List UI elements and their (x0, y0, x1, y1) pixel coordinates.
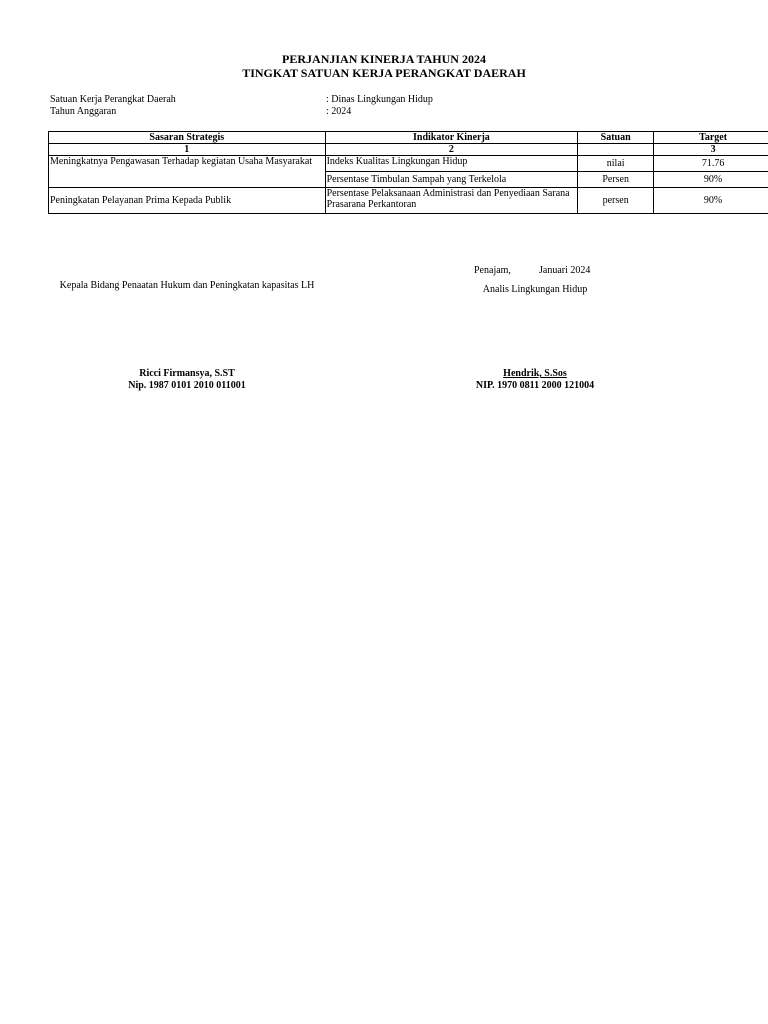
table-row (49, 188, 768, 214)
left-signer-position: Kepala Bidang Penaatan Hukum dan Peningkatan kapasitas LH (59, 280, 315, 291)
left-signer-nip: Nip. 1987 0101 2010 011001 (128, 380, 246, 391)
header-sasaran: Sasaran Strategis (49, 132, 326, 144)
performance-table (48, 131, 768, 214)
document-title: PERJANJIAN KINERJA TAHUN 2024 (282, 52, 486, 66)
right-signer-name-wrap (420, 368, 650, 379)
table-row (49, 156, 768, 172)
target-cell: 90% (654, 172, 768, 188)
header-target: Target (654, 132, 768, 144)
indikator-cell: Indeks Kualitas Lingkungan Hidup (325, 156, 578, 172)
table-header-row (49, 132, 768, 144)
target-cell: 90% (654, 188, 768, 214)
right-signer-name: Hendrik, S.Sos (503, 368, 567, 379)
signature-place: Penajam, (474, 265, 511, 276)
header-satuan: Satuan (578, 132, 654, 144)
satuan-cell: persen (578, 188, 654, 214)
year-label: Tahun Anggaran (50, 106, 117, 117)
document-subtitle: TINGKAT SATUAN KERJA PERANGKAT DAERAH (242, 66, 526, 80)
right-signer-position: Analis Lingkungan Hidup (482, 284, 588, 295)
satuan-cell: nilai (578, 156, 654, 172)
sasaran-cell: Peningkatan Pelayanan Prima Kepada Publik (49, 188, 326, 214)
sasaran-cell: Meningkatnya Pengawasan Terhadap kegiatan Usaha Masyarakat (49, 156, 326, 188)
column-number: 3 (654, 144, 768, 156)
column-number (578, 144, 654, 156)
column-number-row (49, 144, 768, 156)
column-number: 1 (49, 144, 326, 156)
column-number: 2 (325, 144, 578, 156)
unit-value: : Dinas Lingkungan Hidup (326, 94, 433, 105)
indikator-cell: Persentase Timbulan Sampah yang Terkelola (325, 172, 578, 188)
satuan-cell: Persen (578, 172, 654, 188)
year-value: : 2024 (326, 106, 352, 117)
header-indikator: Indikator Kinerja (325, 132, 578, 144)
left-signer-name: Ricci Firmansya, S.ST (139, 368, 235, 379)
target-cell: 71.76 (654, 156, 768, 172)
indikator-cell: Persentase Pelaksanaan Administrasi dan Penyediaan Sarana Prasarana Perkantoran (325, 188, 578, 214)
right-signer-nip: NIP. 1970 0811 2000 121004 (475, 380, 595, 391)
unit-label: Satuan Kerja Perangkat Daerah (50, 94, 176, 105)
signature-date: Januari 2024 (539, 265, 591, 276)
